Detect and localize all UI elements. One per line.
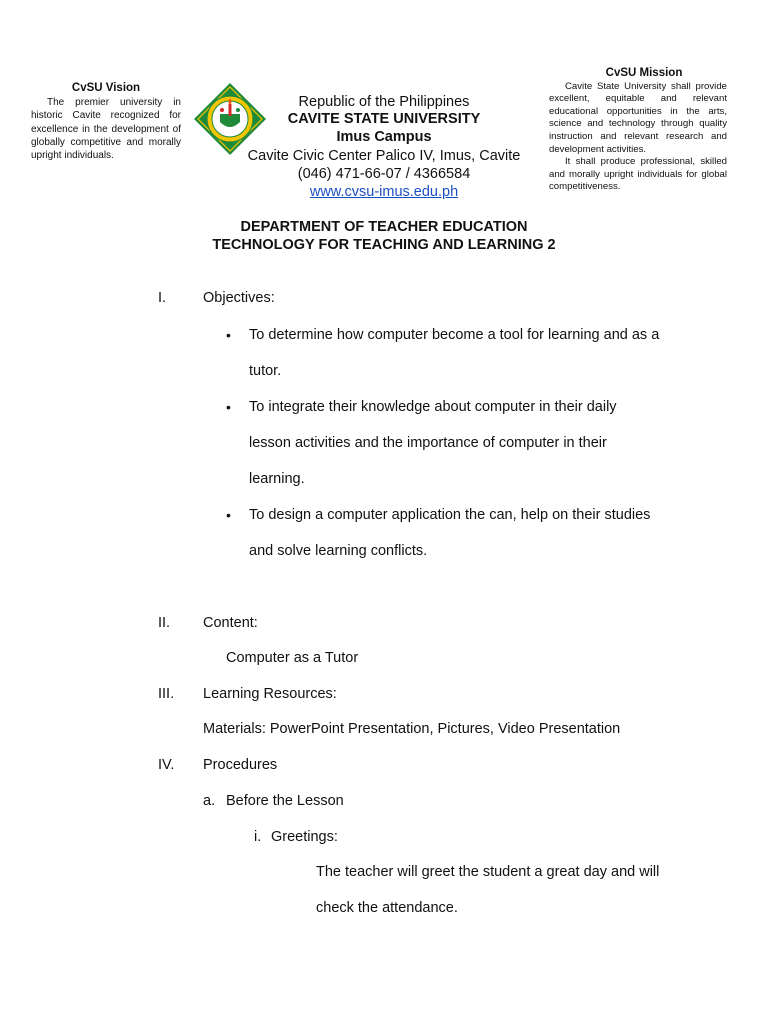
section-3-number: III.	[158, 686, 175, 702]
mission-paragraph-2: It shall produce professional, skilled and morally upright individuals for global competitiveness.	[549, 156, 727, 193]
vision-title: CvSU Vision	[71, 82, 141, 94]
republic-line: Republic of the Philippines	[298, 94, 470, 110]
section-4-title: Procedures	[203, 757, 278, 773]
section-2-title: Content:	[203, 615, 258, 631]
mission-block	[549, 67, 727, 194]
section-4-number: IV.	[158, 757, 175, 773]
mission-paragraph-1: Cavite State University shall provide excellent, equitable and relevant educational opportunities in the arts, science and technology through quality instruction and relevant research and development activities.	[549, 80, 727, 155]
phone-line: (046) 471-66-07 / 4366584	[297, 166, 471, 182]
section-3-title: Learning Resources:	[203, 686, 337, 702]
subsection-a-number: a.	[203, 793, 216, 809]
objective-1-line-2: tutor.	[249, 363, 282, 379]
objective-1-line-1: To determine how computer become a tool for learning and as a	[249, 327, 660, 343]
university-name: CAVITE STATE UNIVERSITY	[287, 111, 481, 127]
objective-3-line-2: and solve learning conflicts.	[249, 543, 428, 559]
materials-line: Materials: PowerPoint Presentation, Pictures, Video Presentation	[203, 721, 621, 737]
objective-2-line-1: To integrate their knowledge about computer in their daily	[249, 399, 617, 415]
section-2-number: II.	[158, 615, 171, 631]
item-i-number: i.	[254, 829, 262, 845]
subsection-a-title: Before the Lesson	[226, 793, 344, 809]
letterhead	[232, 94, 536, 201]
objective-2-line-2: lesson activities and the importance of computer in their	[249, 435, 607, 451]
vision-text: The premier university in historic Cavite recognized for excellence in the development of globally competitive and morally upright individuals.	[31, 97, 181, 162]
bullet-icon: •	[226, 507, 231, 523]
objective-2-line-3: learning.	[249, 471, 305, 487]
section-1-number: I.	[158, 290, 167, 306]
course-title: TECHNOLOGY FOR TEACHING AND LEARNING 2	[212, 237, 556, 253]
greetings-line-2: check the attendance.	[316, 900, 458, 916]
objective-3-line-1: To design a computer application the can, help on their studies	[249, 507, 651, 523]
mission-title: CvSU Mission	[605, 67, 683, 79]
section-1-title: Objectives:	[203, 290, 275, 306]
campus-name: Imus Campus	[336, 129, 432, 145]
department-heading	[134, 218, 634, 254]
content-topic: Computer as a Tutor	[226, 650, 359, 666]
address-line: Cavite Civic Center Palico IV, Imus, Cavite	[247, 148, 521, 164]
bullet-icon: •	[226, 399, 231, 415]
bullet-icon: •	[226, 327, 231, 343]
department-name: DEPARTMENT OF TEACHER EDUCATION	[240, 219, 528, 235]
item-i-title: Greetings:	[271, 829, 338, 845]
vision-block	[31, 82, 181, 162]
website-link[interactable]: www.cvsu-imus.edu.ph	[309, 184, 459, 200]
greetings-line-1: The teacher will greet the student a great day and will	[316, 864, 660, 880]
